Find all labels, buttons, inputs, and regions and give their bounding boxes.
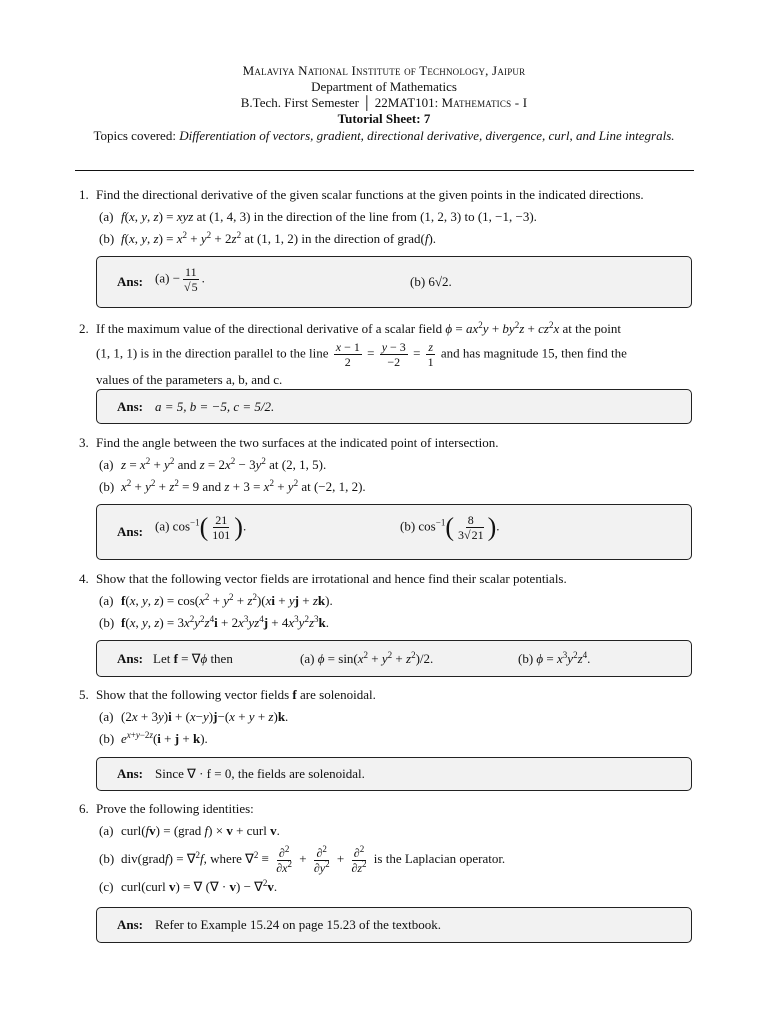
answer-1a: (a) − $\frac{11}{√5}$ . — [155, 265, 205, 294]
header-divider — [75, 170, 694, 171]
sheet-title: Tutorial Sheet: 7 — [337, 111, 431, 126]
question-5-part-b: (b) $e^{x+y-2z}(i + j + k)$. — [99, 730, 208, 746]
answer-4-intro: Let f = ∇ϕ then — [153, 651, 233, 666]
answer-3a: (a) $\cos^{-1}$( $\frac{21}{101}$ ). — [155, 512, 247, 542]
question-4-part-b: (b) f(x, y, $z) = 3x^2y^2z^4i + 2x^3yz^4j + 4x^3y^2z^3k$. — [99, 614, 329, 630]
department-name: Department of Mathematics — [311, 79, 457, 94]
question-1-text: Find the directional derivative of the given scalar functions at the given points in the indicated directions. — [96, 187, 644, 202]
question-4-text: Show that the following vector fields are irrotational and hence find their scalar potentials. — [96, 571, 567, 586]
question-3-text: Find the angle between the two surfaces at the indicated point of intersection. — [96, 435, 499, 450]
answer-1b: (b) 6√2. — [410, 274, 452, 289]
question-3-part-b: (b) $x^2 + y^2 + z^2 = 9$ and $z + 3 = x^2 + y^2$ at (−2, 1, 2). — [99, 478, 366, 494]
course-line: B.Tech. First Semester │ 22MAT101: Mathematics - I — [240, 95, 528, 110]
question-2-text: If the maximum value of the directional derivative of a scalar field $\phi = ax^2y + by^2z + cz^2x$ at the point (1, 1, 1) is in the direction parallel to the line $\frac{x - 1}{2}$ = $\frac{y - 3}{-2}$ = $\frac{z}{1}$ and has magnitude 15, then find the values of the parameters a, b, and c. — [96, 320, 627, 387]
answer-2: a = 5, b = −5, c = 5/2. — [155, 398, 275, 414]
answer-4a: (a) $\phi = \sin(x^2 + y^2 + z^2)/2$. — [300, 650, 434, 666]
answer-5: Since ∇ · f = 0, the fields are solenoidal. — [155, 766, 365, 781]
question-5-text: Show that the following vector fields f are solenoidal. — [96, 687, 376, 702]
institute-name: Malaviya National Institute of Technology, Jaipur — [242, 63, 526, 78]
topics-line: Topics covered: Differentiation of vectors, gradient, directional derivative, divergence, curl, and Line integrals. — [93, 128, 675, 143]
question-6-part-a: (a) curl(fv) = (grad f) × v + curl v. — [99, 823, 280, 838]
answer-box-6: Ans: Refer to Example 15.24 on page 15.23 of the textbook. — [96, 907, 692, 943]
sheet-header — [0, 63, 768, 144]
question-1: 1. Find the directional derivative of the given scalar functions at the given points in the indicated directions. (a) f(x, y, z) = xyz at (1, 4, 3) in the direction of the line from (1, 2, 3) to (1, −1, −3). (b) f(x, y, $z) = x^2 + y^2 + 2z^2$ at (1, 1, 2) in the direction of grad(f). — [79, 184, 697, 250]
question-3: 3. Find the angle between the two surfaces at the indicated point of intersection. (a) $z = x^2 + y^2$ and $z = 2x^2 - 3y^2$ at (2, 1, 5). (b) $x^2 + y^2 + z^2 = 9$ and $z + 3 = x^2 + y^2$ at (−2, 1, 2). — [79, 432, 697, 498]
question-1-part-b: (b) f(x, y, $z) = x^2 + y^2 + 2z^2$ at (1, 1, 2) in the direction of grad(f). — [99, 230, 437, 246]
answer-box-5: Ans: Since ∇ · f = 0, the fields are solenoidal. — [96, 757, 692, 791]
question-4-part-a: (a) f(x, y, $z) = \cos(x^2 + y^2 + z^2)(xi$ + yj + zk). — [99, 592, 333, 608]
question-2: 2. If the maximum value of the directional derivative of a scalar field $\phi = ax^2y + by^2z + cz^2x$ at the point (1, 1, 1) is in the direction parallel to the line $\frac{x - 1}{2}$ = $\frac{y - 3}{-2}$ = $\frac{z}{1}$ and has magnitude 15, then find the values of the parameters a, b, and c. — [79, 318, 697, 391]
question-6-part-b: (b) div(gradf) = ∇$^2$f, where ∇$^2$ ≡ $\frac{\partial^2}{\partial x^2}$ + $\frac{\partial^2}{\partial y^2}$ + $\frac{\partial^2}{\partial z^2}$ is the Laplacian operator. — [99, 843, 506, 875]
question-5-part-a: (a) (2x + 3y)i + (x−y)j−(x + y + z)k. — [99, 709, 289, 724]
question-5: 5. Show that the following vector fields f are solenoidal. (a) (2x + 3y)i + (x−y)j−(x + y + z)k. (b) $e^{x+y-2z}(i + j + k)$. — [79, 684, 697, 750]
answer-box-2: Ans: a = 5, b = −5, c = 5/2. — [96, 389, 692, 424]
answer-box-1: Ans: (a) − $\frac{11}{√5}$ . (b) 6√2. — [96, 256, 692, 308]
answer-3b: (b) $\cos^{-1}$( $\frac{8}{3√21}$ ). — [400, 512, 500, 542]
question-6-part-c: (c) curl(curl v) = ∇ (∇ · v) − ∇$^2$v. — [99, 878, 278, 894]
answer-box-4: Ans: Let f = ∇ϕ then (a) $\phi = \sin(x^2 + y^2 + z^2)/2$. (b) $\phi = x^3y^2z^4$. — [96, 640, 692, 677]
question-6: 6. Prove the following identities: (a) curl(fv) = (grad f) × v + curl v. (b) div(gradf) = ∇$^2$f, where ∇$^2$ ≡ $\frac{\partial^2}{\partial x^2}$ + $\frac{\partial^2}{\partial y^2}$ + $\frac{\partial^2}{\partial z^2}$ is the Laplacian operator. (c) curl(curl v) = ∇ (∇ · v) − ∇$^2$v. — [79, 798, 697, 898]
answer-box-3: Ans: (a) $\cos^{-1}$( $\frac{21}{101}$ ). (b) $\cos^{-1}$( $\frac{8}{3√21}$ ). — [96, 504, 692, 560]
answer-4b: (b) $\phi = x^3y^2z^4$. — [518, 650, 591, 666]
answer-6: Refer to Example 15.24 on page 15.23 of the textbook. — [155, 917, 441, 932]
question-4: 4. Show that the following vector fields are irrotational and hence find their scalar potentials. (a) f(x, y, $z) = \cos(x^2 + y^2 + z^2)(xi$ + yj + zk). (b) f(x, y, $z) = 3x^2y^2z^4i + 2x^3yz^4j + 4x^3y^2z^3k$. — [79, 568, 697, 634]
question-3-part-a: (a) $z = x^2 + y^2$ and $z = 2x^2 - 3y^2$ at (2, 1, 5). — [99, 456, 327, 472]
question-1-part-a: (a) f(x, y, z) = xyz at (1, 4, 3) in the direction of the line from (1, 2, 3) to (1, −1, −3). — [99, 209, 537, 224]
question-6-text: Prove the following identities: — [96, 801, 254, 816]
